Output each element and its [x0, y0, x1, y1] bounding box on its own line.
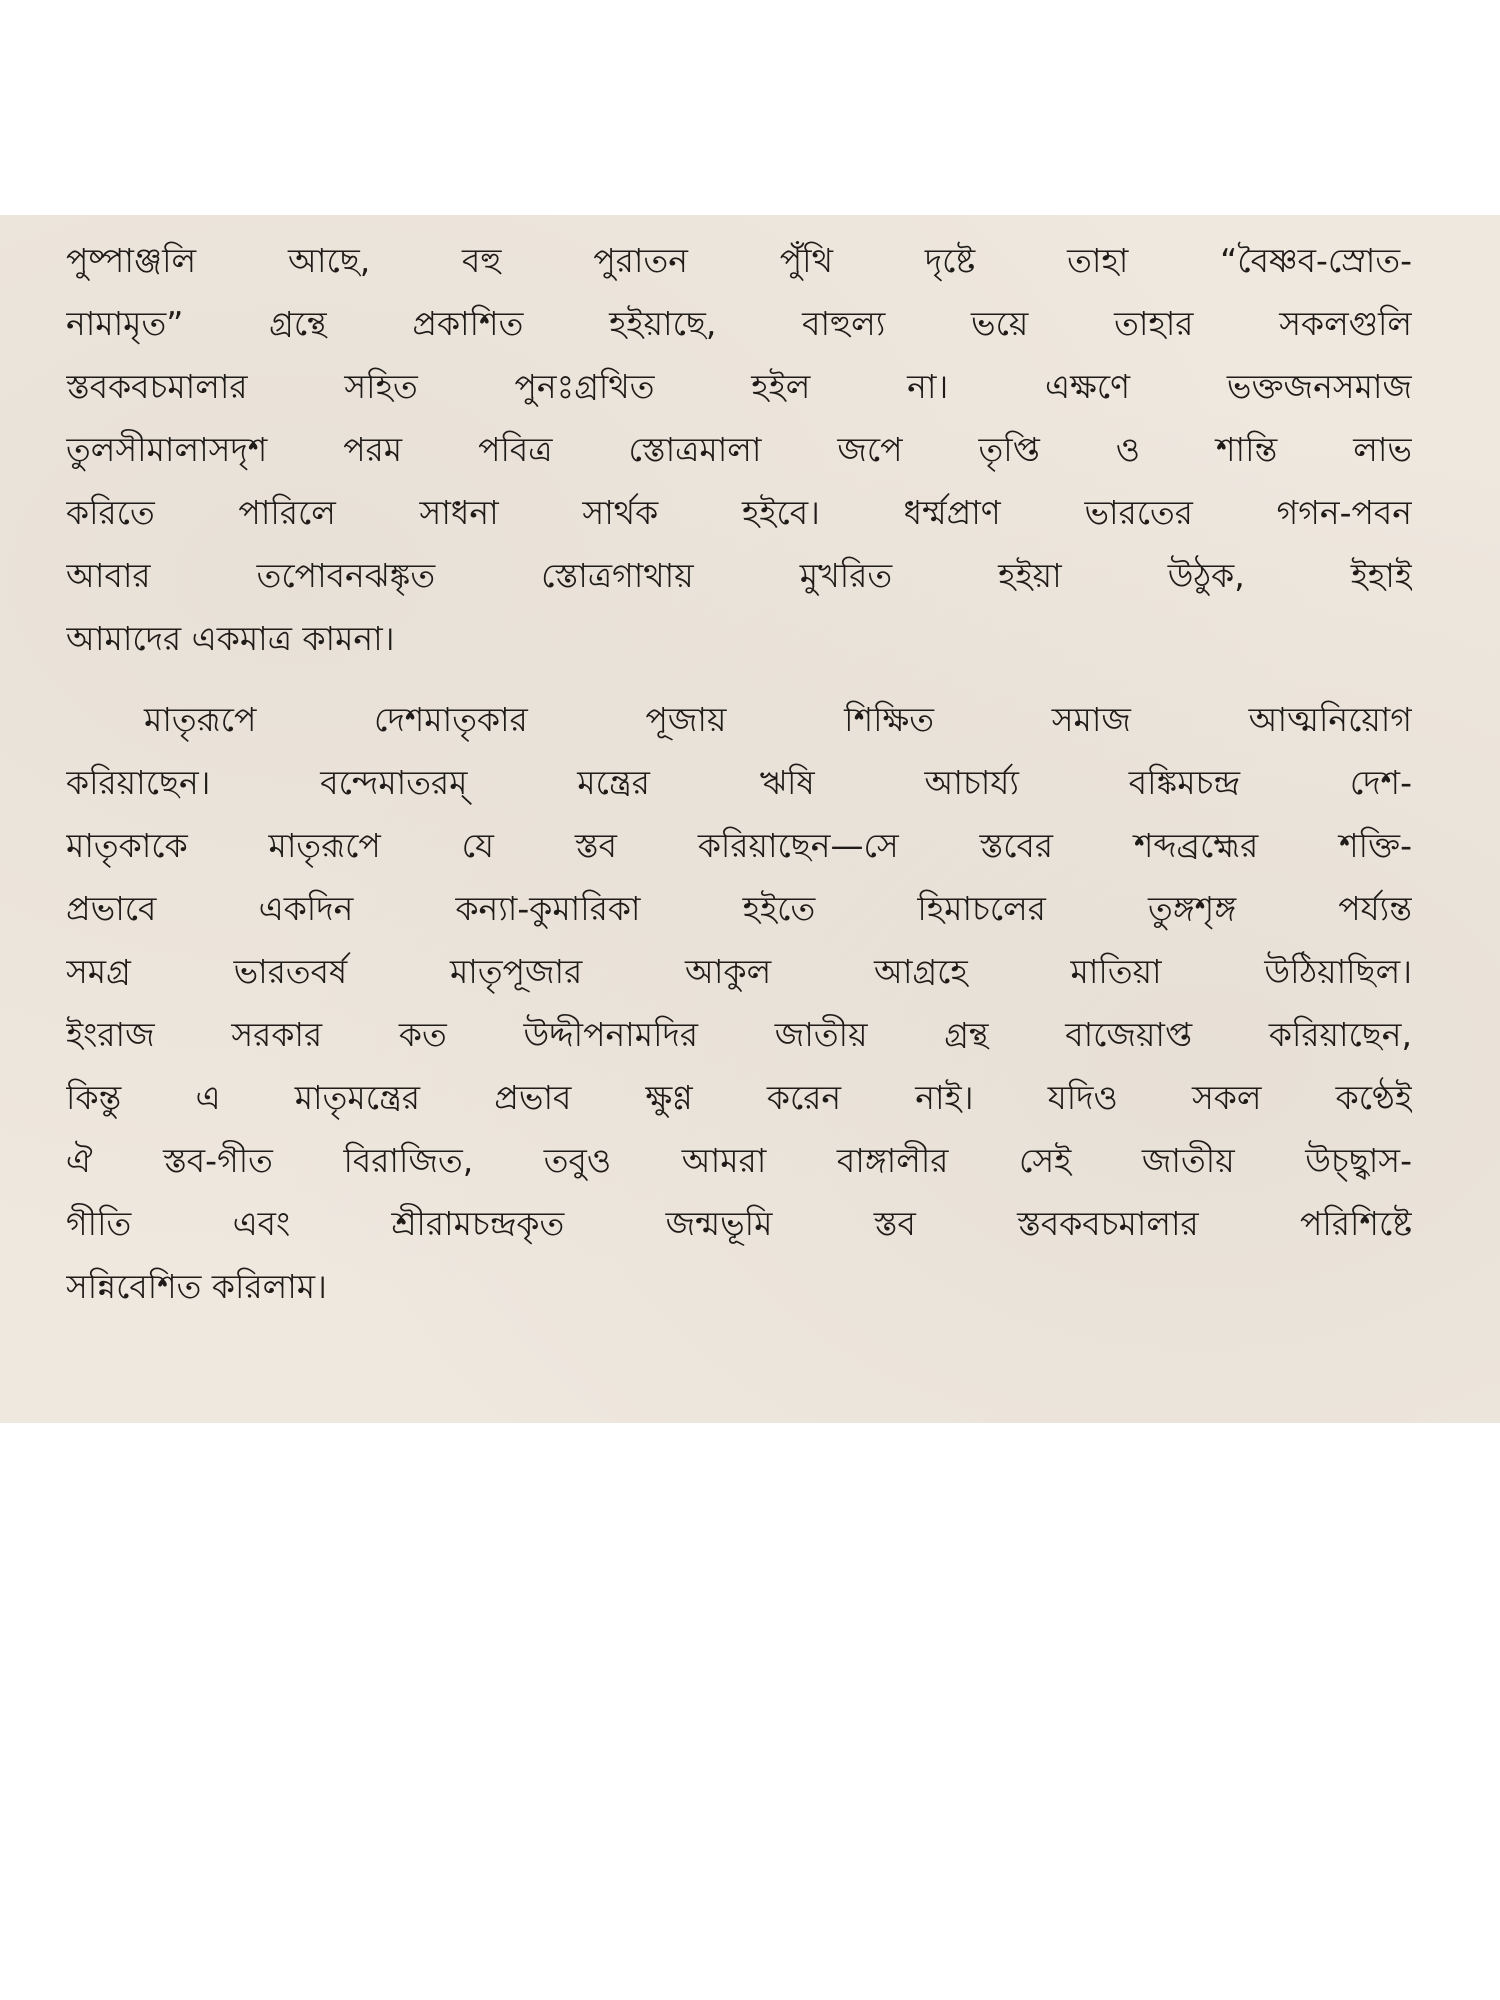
text-line: কিন্তু এ মাতৃমন্ত্রের প্রভাব ক্ষুণ্ণ করেন নাই। যদিও সকল কণ্ঠেই	[66, 1078, 1412, 1117]
paragraph-2	[66, 688, 1412, 1318]
text-line: প্রভাবে একদিন কন্যা-কুমারিকা হইতে হিমাচলের তুঙ্গশৃঙ্গ পর্য্যন্ত	[66, 889, 1412, 928]
text-line: স্তবকবচমালার সহিত পুনঃগ্রথিত হইল না। এক্ষণে ভক্তজনসমাজ	[66, 367, 1412, 406]
text-line: ঐ স্তব-গীত বিরাজিত, তবুও আমরা বাঙ্গালীর সেই জাতীয় উচ্ছ্বাস-	[66, 1141, 1412, 1180]
text-line: আবার তপোবনঝঙ্কৃত স্তোত্রগাথায় মুখরিত হইয়া উঠুক, ইহাই	[66, 556, 1412, 595]
text-line: মাতৃকাকে মাতৃরূপে যে স্তব করিয়াছেন—সে স্তবের শব্দব্রহ্মের শক্তি-	[66, 826, 1412, 865]
text-line: আমাদের একমাত্র কামনা।	[66, 619, 395, 658]
scanned-text-block	[0, 215, 1500, 1423]
text-line: করিতে পারিলে সাধনা সার্থক হইবে। ধর্ম্মপ্রাণ ভারতের গগন-পবন	[66, 493, 1412, 532]
text-line: গীতি এবং শ্রীরামচন্দ্রকৃত জন্মভূমি স্তব স্তবকবচমালার পরিশিষ্টে	[66, 1204, 1412, 1243]
text-line: সমগ্র ভারতবর্ষ মাতৃপূজার আকুল আগ্রহে মাতিয়া উঠিয়াছিল।	[66, 952, 1412, 991]
text-line: করিয়াছেন। বন্দেমাতরম্ মন্ত্রের ঋষি আচার্য্য বঙ্কিমচন্দ্র দেশ-	[66, 763, 1412, 802]
text-line: পুষ্পাঞ্জলি আছে, বহু পুরাতন পুঁথি দৃষ্টে তাহা “বৈষ্ণব-স্রোত-	[66, 241, 1412, 280]
paragraph-1	[66, 229, 1412, 670]
text-line: নামামৃত” গ্রন্থে প্রকাশিত হইয়াছে, বাহুল্য ভয়ে তাহার সকলগুলি	[66, 304, 1412, 343]
text-line: মাতৃরূপে দেশমাতৃকার পূজায় শিক্ষিত সমাজ আত্মনিয়োগ	[144, 700, 1412, 739]
text-line: তুলসীমালাসদৃশ পরম পবিত্র স্তোত্রমালা জপে তৃপ্তি ও শান্তি লাভ	[66, 430, 1412, 469]
text-line: সন্নিবেশিত করিলাম।	[66, 1267, 327, 1306]
text-line: ইংরাজ সরকার কত উদ্দীপনামদির জাতীয় গ্রন্থ বাজেয়াপ্ত করিয়াছেন,	[66, 1015, 1412, 1054]
paragraph-gap	[66, 670, 1412, 688]
